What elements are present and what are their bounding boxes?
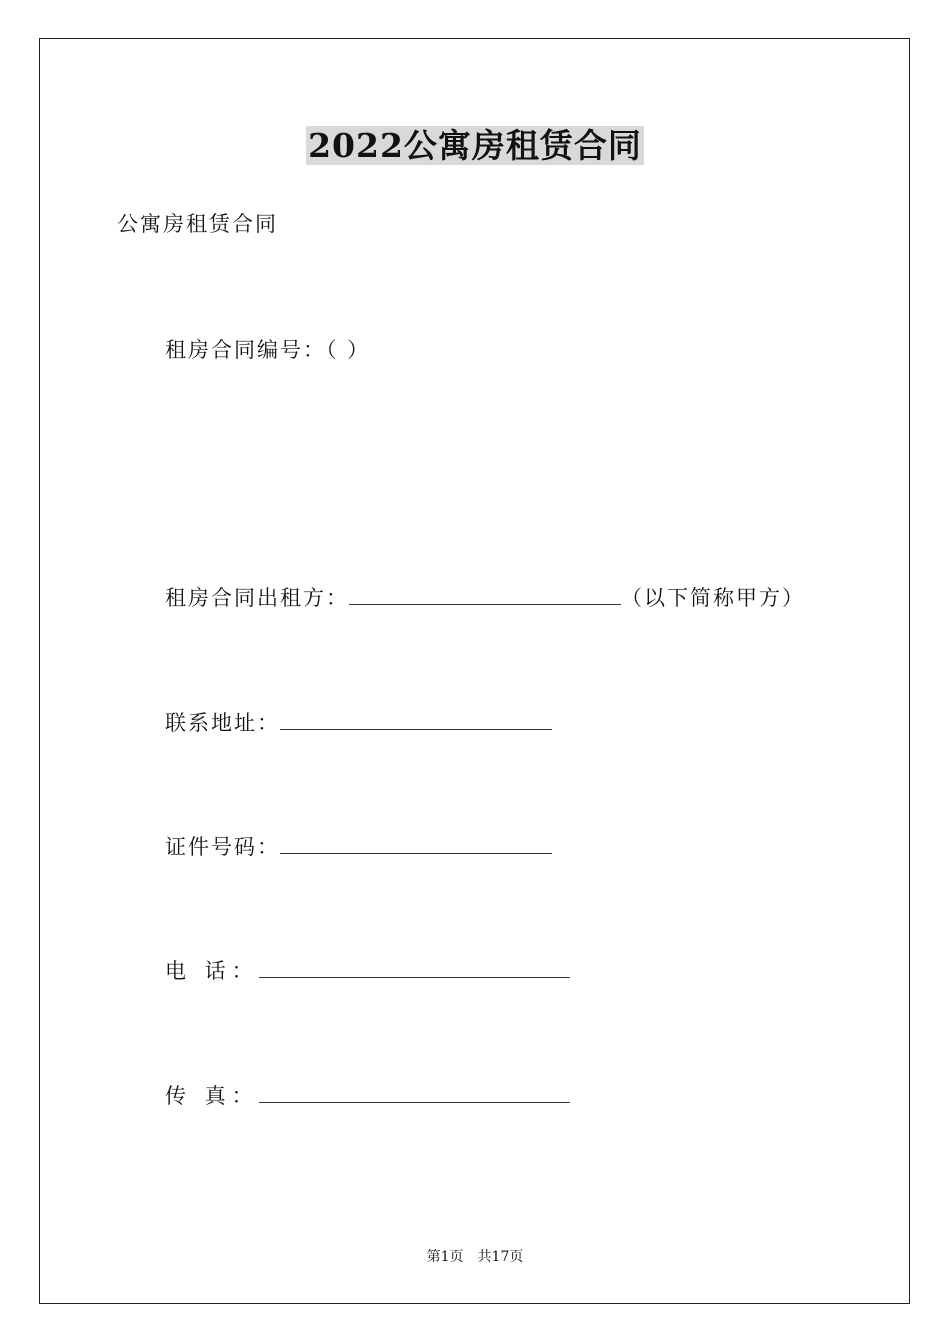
id-number-label: 证件号码： bbox=[165, 835, 280, 859]
lessor-label: 租房合同出租方： bbox=[165, 586, 349, 610]
address-blank[interactable] bbox=[280, 709, 552, 730]
fax-blank[interactable] bbox=[259, 1082, 570, 1103]
page-footer bbox=[0, 1248, 950, 1266]
phone-line bbox=[165, 957, 570, 985]
lessor-suffix: （以下简称甲方） bbox=[621, 586, 805, 610]
fax-label: 传 真： bbox=[165, 1084, 259, 1108]
fax-line bbox=[165, 1082, 570, 1110]
id-number-line bbox=[165, 833, 552, 861]
id-number-blank[interactable] bbox=[280, 833, 552, 854]
document-title: 2022公寓房租赁合同 bbox=[308, 126, 642, 165]
address-label: 联系地址： bbox=[165, 711, 280, 735]
lessor-blank[interactable] bbox=[349, 584, 621, 605]
contract-number-label: 租房合同编号：（ ） bbox=[165, 338, 371, 362]
page-current: 第1页 bbox=[426, 1249, 464, 1265]
lessor-line bbox=[165, 584, 805, 612]
document-subtitle: 公寓房租赁合同 bbox=[117, 212, 278, 236]
page-total: 共17页 bbox=[477, 1249, 524, 1265]
phone-label: 电 话： bbox=[165, 959, 259, 983]
address-line bbox=[165, 709, 552, 737]
phone-blank[interactable] bbox=[259, 957, 570, 978]
contract-number-line bbox=[165, 336, 370, 364]
document-title-wrap bbox=[0, 124, 950, 168]
